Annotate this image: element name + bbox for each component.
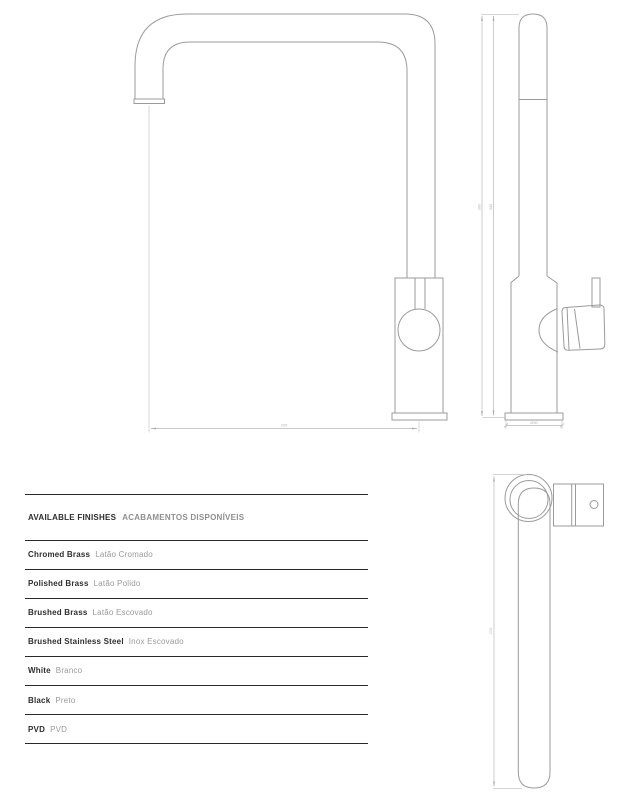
table-row xyxy=(25,715,368,744)
table-row xyxy=(25,628,368,657)
dimension-label-length: 220 xyxy=(488,627,493,635)
top-spout-arm xyxy=(518,488,550,788)
front-view-drawing xyxy=(134,14,447,420)
finish-name-pt: Preto xyxy=(55,695,76,705)
top-view-dimensions xyxy=(488,475,527,789)
finish-name-pt: Latão Cromado xyxy=(95,550,153,560)
top-view-drawing xyxy=(505,475,604,789)
dimension-label-total-height: 390 xyxy=(476,203,482,211)
side-handle-stick xyxy=(592,278,600,307)
side-spout-column xyxy=(519,14,547,276)
finishes-header-pt: ACABAMENTOS DISPONÍVEIS xyxy=(122,512,245,522)
finish-name-en: Black xyxy=(28,695,51,705)
finish-name-en: Brushed Stainless Steel xyxy=(28,637,124,647)
top-handle-divider-lines xyxy=(572,484,576,526)
side-view-drawing xyxy=(505,14,605,420)
top-handle xyxy=(554,484,604,526)
table-row xyxy=(25,570,368,599)
side-base-flange xyxy=(505,413,563,420)
table-row xyxy=(25,599,368,628)
dimension-label-base: Ø50 xyxy=(530,420,538,425)
table-row xyxy=(25,541,368,570)
finish-name-pt: Inox Escovado xyxy=(128,637,184,647)
finish-name-pt: Latão Polido xyxy=(93,579,141,589)
top-body-outer-circle xyxy=(505,475,552,522)
table-row xyxy=(25,686,368,715)
top-body-inner-circle xyxy=(510,481,548,519)
side-handle-grip xyxy=(539,309,558,353)
finish-name-en: Chromed Brass xyxy=(28,550,91,560)
finishes-table xyxy=(25,494,368,744)
spout-outlet-tip xyxy=(134,99,165,104)
front-cartridge-lines xyxy=(415,278,425,309)
table-row xyxy=(25,657,368,686)
finish-name-pt: Latão Escovado xyxy=(92,608,153,618)
side-handle-lever-inner-line xyxy=(567,307,569,350)
front-base-flange xyxy=(392,413,447,420)
finish-name-en: Polished Brass xyxy=(28,579,89,589)
dimension-label-reach: 220 xyxy=(280,422,288,428)
side-body xyxy=(511,276,557,413)
front-body xyxy=(395,278,443,413)
top-handle-screw-hole xyxy=(590,501,598,509)
finishes-header-en: AVAILABLE FINISHES xyxy=(28,512,117,522)
spout-outer-outline xyxy=(135,14,435,278)
front-view-dimensions xyxy=(149,106,419,433)
finish-name-pt: PVD xyxy=(50,724,68,734)
finish-name-pt: Branco xyxy=(55,666,83,676)
spout-inner-outline xyxy=(163,42,407,278)
front-handle-joint xyxy=(398,309,440,351)
finish-name-en: White xyxy=(28,666,51,676)
dimension-label-spout-height: 345 xyxy=(488,203,493,211)
finish-name-en: PVD xyxy=(28,724,46,734)
finishes-table-header xyxy=(25,495,368,541)
side-handle-crease xyxy=(575,309,581,349)
side-view-dimensions xyxy=(477,15,565,430)
finish-name-en: Brushed Brass xyxy=(28,608,88,618)
